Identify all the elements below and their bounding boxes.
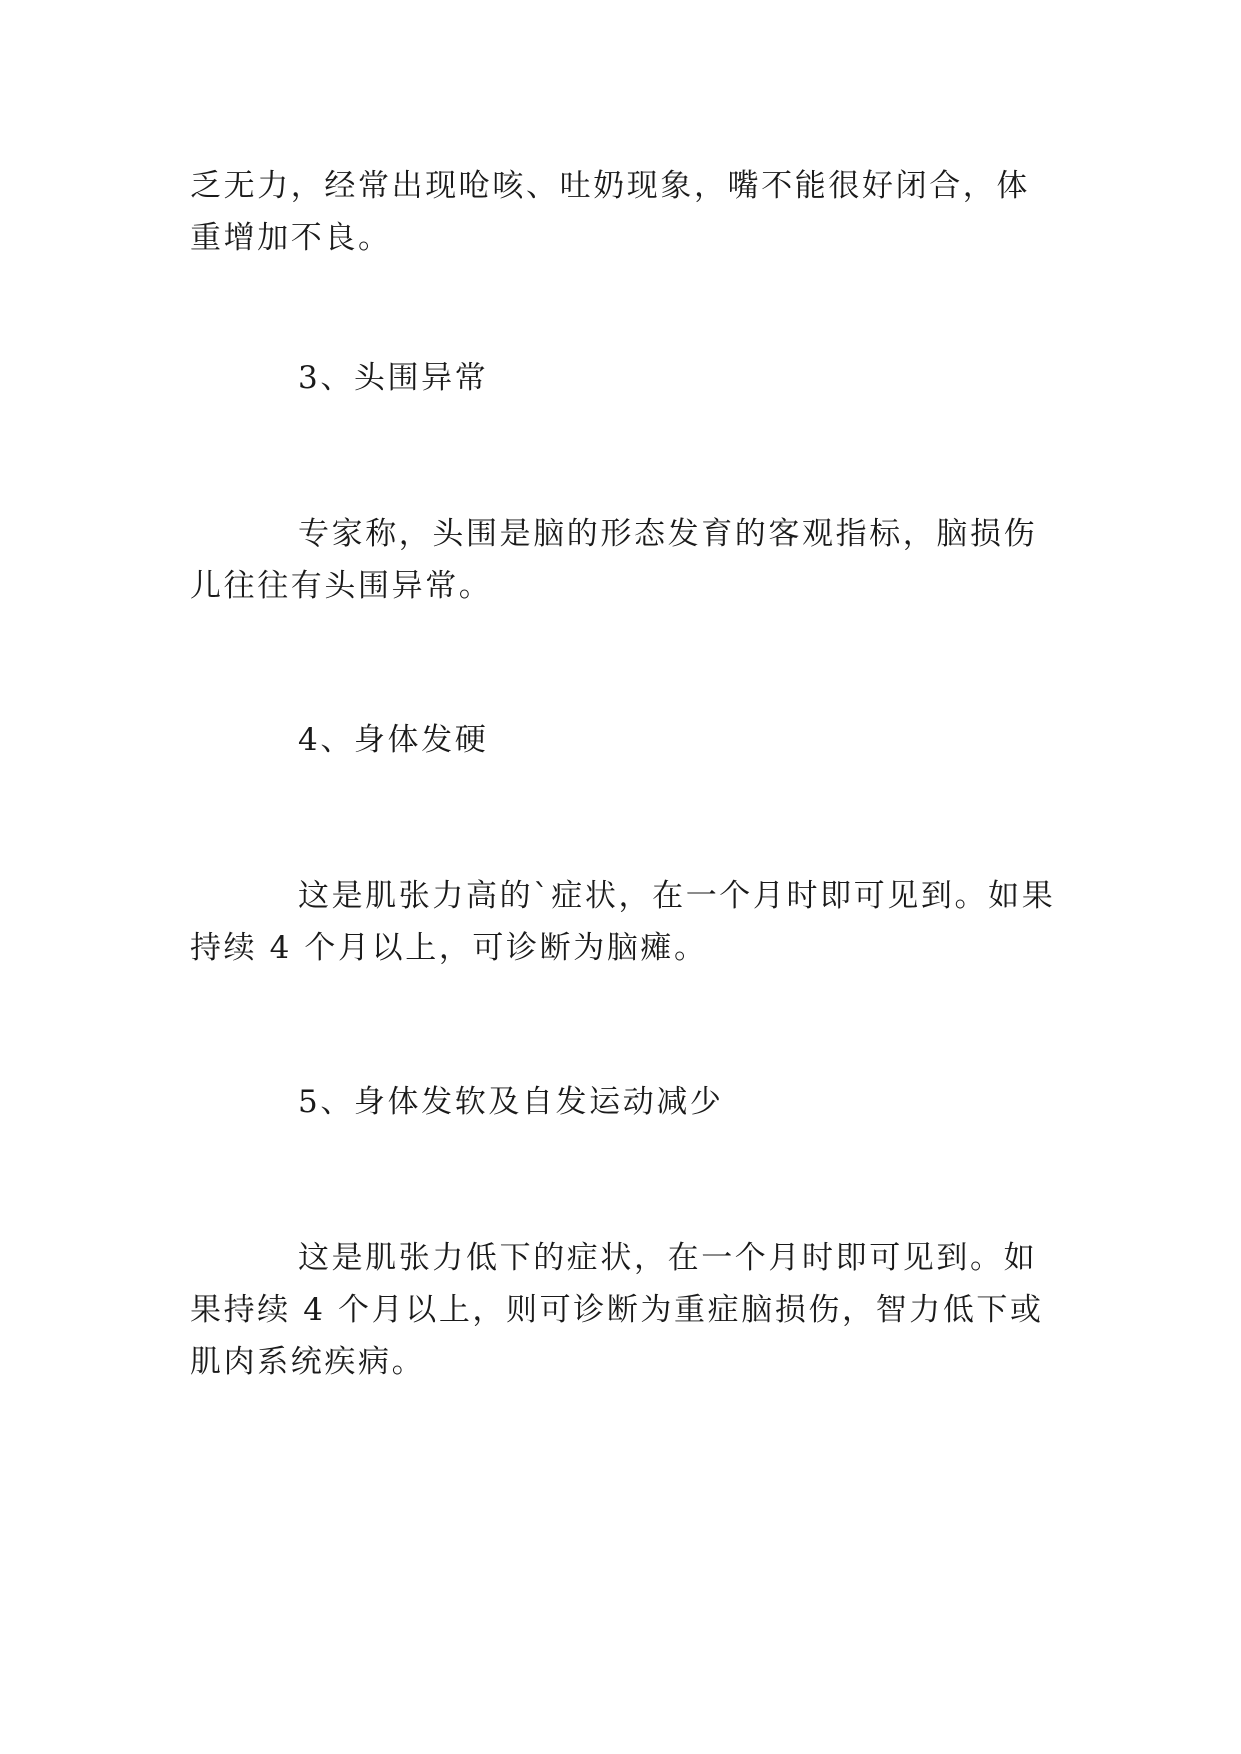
paragraph-continued: 乏无力，经常出现呛咳、吐奶现象，嘴不能很好闭合，体重增加不良。	[190, 168, 1030, 256]
paragraph-high-muscle-tone: 这是肌张力高的`症状，在一个月时即可见到。如果持续 4 个月以上，可诊断为脑瘫。	[190, 878, 1056, 966]
section-heading-4: 4、身体发硬	[298, 722, 489, 758]
section-heading-5: 5、身体发软及自发运动减少	[298, 1084, 724, 1120]
paragraph-head-circumference: 专家称，头围是脑的形态发育的客观指标，脑损伤儿往往有头围异常。	[190, 516, 1038, 604]
section-heading-3: 3、头围异常	[298, 360, 489, 396]
paragraph-low-muscle-tone: 这是肌张力低下的症状，在一个月时即可见到。如果持续 4 个月以上，则可诊断为重症脑损伤，智力低下或肌肉系统疾病。	[190, 1240, 1044, 1380]
